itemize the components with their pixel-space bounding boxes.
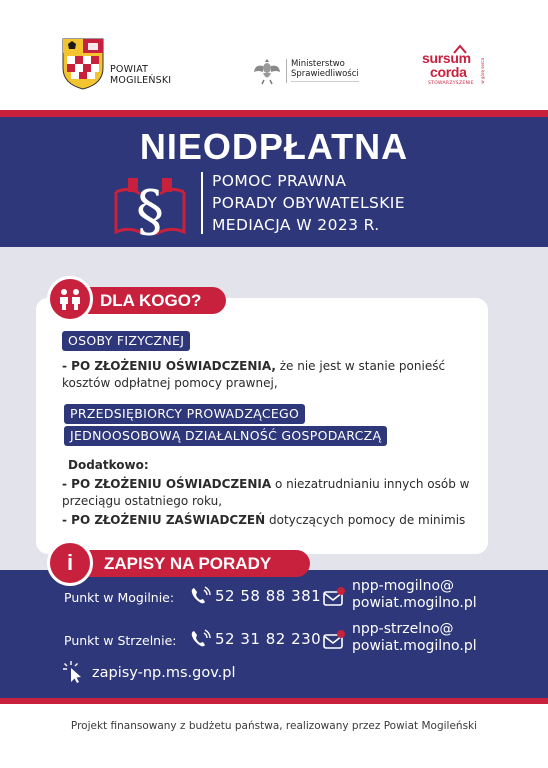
dla-kogo-heading: DLA KOGO?	[80, 287, 226, 314]
cursor-click-icon	[62, 660, 86, 684]
strzelno-email[interactable]	[352, 621, 477, 655]
logo-sursum-corda	[420, 44, 492, 92]
info-icon: i	[47, 540, 93, 586]
svg-text:§: §	[136, 179, 164, 242]
strzelno-phone[interactable]: 52 31 82 230	[215, 630, 322, 648]
phone-icon	[190, 629, 212, 649]
requirement-item-2	[62, 512, 482, 529]
people-icon	[47, 276, 93, 322]
ministry-name	[286, 59, 359, 83]
title-divider	[201, 172, 203, 234]
corda-word: corda	[430, 64, 467, 80]
mail-icon	[322, 629, 346, 651]
zapisy-heading: ZAPISY NA PORADY	[78, 550, 310, 577]
ministry-line-2: Sprawiedliwości	[291, 69, 359, 79]
osoby-description	[62, 358, 474, 392]
ministry-line-1: Ministerstwo	[291, 59, 345, 69]
subtitle-line-1: POMOC PRAWNA	[212, 172, 347, 190]
bottom-red-stripe	[0, 698, 548, 704]
polish-flag-stripe	[291, 81, 359, 83]
item1-rest-text: o niezatrudnianiu innych osób w przeciągu ostatniego roku,	[62, 477, 470, 508]
mogilno-email[interactable]	[352, 578, 477, 612]
powiat-name	[110, 64, 171, 86]
mail-icon	[322, 586, 346, 608]
header-logos	[0, 0, 548, 110]
logo-powiat-mogilenski	[62, 38, 171, 90]
strzelno-email-line-2: powiat.mogilno.pl	[352, 638, 477, 654]
eagle-emblem-icon	[252, 56, 282, 86]
mogilno-email-line-2: powiat.mogilno.pl	[352, 595, 477, 611]
przedsiebiorcy-tag-2: JEDNOOSOBOWĄ DZIAŁALNOŚĆ GOSPODARCZĄ	[64, 426, 387, 446]
website-link[interactable]: zapisy-np.ms.gov.pl	[92, 665, 236, 681]
phone-icon	[190, 586, 212, 606]
osoby-bold-text: - PO ZŁOŻENIU OŚWIADCZENIA,	[62, 359, 276, 373]
item2-rest-text: dotyczących pomocy de minimis	[265, 513, 466, 527]
stowarzyszenie-label: STOWARZYSZENIE	[428, 81, 474, 86]
subtitle-line-3: MEDIACJA W 2023 R.	[212, 216, 380, 234]
sursum-side-text: w górę serca	[480, 58, 485, 84]
item2-bold-text: - PO ZŁOŻENIU ZAŚWIADCZEŃ	[62, 513, 266, 527]
dodatkowo-label: Dodatkowo:	[68, 458, 149, 472]
requirement-item-1	[62, 476, 474, 510]
subtitle-block	[212, 170, 405, 236]
sursum-word: sursum	[422, 50, 471, 66]
strzelno-email-line-1: npp-strzelno@	[352, 621, 454, 637]
main-title: NIEODPŁATNA	[139, 126, 409, 167]
osoby-rest-text: że nie jest w stanie ponieść kosztów odpłatnej pomocy prawnej,	[62, 359, 446, 390]
logo-ministerstwo	[252, 56, 359, 86]
przedsiebiorcy-tag-1: PRZEDSIĘBIORCY PROWADZĄCEGO	[64, 404, 305, 424]
mogilno-phone[interactable]: 52 58 88 381	[215, 587, 322, 605]
osoby-fizycznej-tag: OSOBY FIZYCZNEJ	[62, 331, 190, 351]
top-red-stripe	[0, 110, 548, 117]
mogilno-email-line-1: npp-mogilno@	[352, 578, 455, 594]
subtitle-line-2: PORADY OBYWATELSKIE	[212, 194, 405, 212]
coat-of-arms-icon	[62, 38, 104, 90]
item1-bold-text: - PO ZŁOŻENIU OŚWIADCZENIA	[62, 477, 272, 491]
paragraph-law-icon	[110, 172, 190, 242]
mogilno-label: Punkt w Mogilnie:	[64, 590, 175, 605]
footer-text: Projekt finansowany z budżetu państwa, realizowany przez Powiat Mogileński	[70, 720, 478, 732]
powiat-line-2: MOGILEŃSKI	[110, 75, 172, 86]
strzelno-label: Punkt w Strzelnie:	[64, 633, 177, 648]
powiat-line-1: POWIAT	[110, 64, 149, 75]
